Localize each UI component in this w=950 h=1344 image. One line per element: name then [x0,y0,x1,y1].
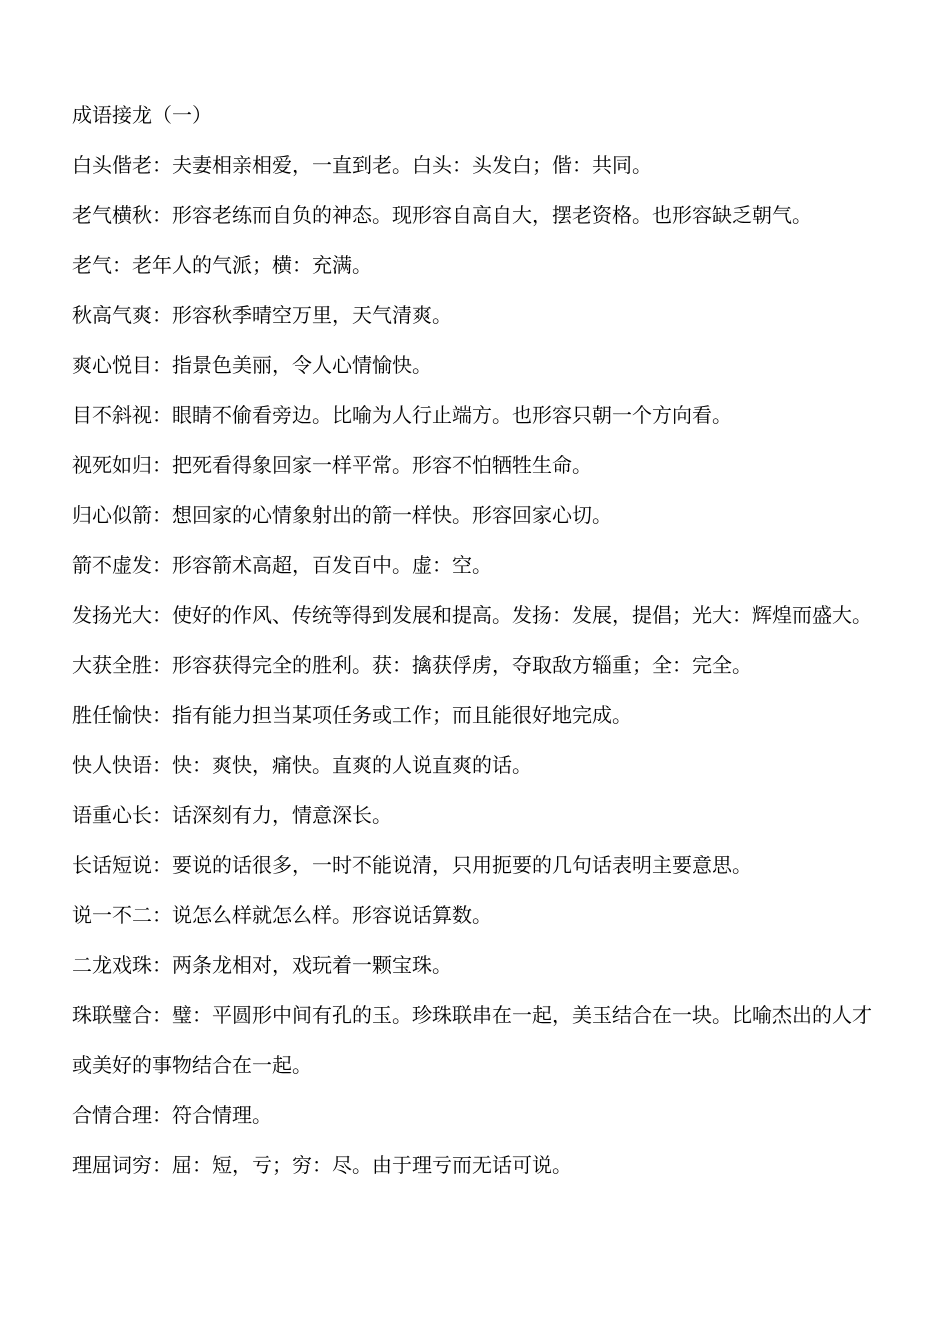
document-body [72,90,882,1190]
idiom-entry: 珠联璧合：璧：平圆形中间有孔的玉。珍珠联串在一起，美玉结合在一块。比喻杰出的人才或美好的事物结合在一起。 [72,1003,872,1077]
idiom-entry: 白头偕老：夫妻相亲相爱，一直到老。白头：头发白；偕：共同。 [72,153,652,177]
idiom-entry: 二龙戏珠：两条龙相对，戏玩着一颗宝珠。 [72,953,452,977]
idiom-entry: 老气横秋：形容老练而自负的神态。现形容自高自大，摆老资格。也形容缺乏朝气。 [72,203,812,227]
idiom-entry: 箭不虚发：形容箭术高超，百发百中。虚：空。 [72,553,492,577]
idiom-entry: 爽心悦目：指景色美丽，令人心情愉快。 [72,353,432,377]
idiom-entry: 发扬光大：使好的作风、传统等得到发展和提高。发扬：发展，提倡；光大：辉煌而盛大。 [72,603,872,627]
idiom-entry: 视死如归：把死看得象回家一样平常。形容不怕牺牲生命。 [72,453,592,477]
idiom-entry: 目不斜视：眼睛不偷看旁边。比喻为人行止端方。也形容只朝一个方向看。 [72,403,732,427]
idiom-entry: 大获全胜：形容获得完全的胜利。获：擒获俘虏，夺取敌方辎重；全：完全。 [72,653,752,677]
idiom-entry: 说一不二：说怎么样就怎么样。形容说话算数。 [72,903,492,927]
document-title: 成语接龙（一） [72,103,212,127]
idiom-entry: 合情合理：符合情理。 [72,1103,272,1127]
idiom-entry: 归心似箭：想回家的心情象射出的箭一样快。形容回家心切。 [72,503,612,527]
idiom-entry: 语重心长：话深刻有力，情意深长。 [72,803,392,827]
idiom-entry: 胜任愉快：指有能力担当某项任务或工作；而且能很好地完成。 [72,703,632,727]
idiom-entry: 理屈词穷：屈：短，亏；穷：尽。由于理亏而无话可说。 [72,1153,572,1177]
idiom-entry: 秋高气爽：形容秋季晴空万里，天气清爽。 [72,303,452,327]
idiom-entry: 快人快语：快：爽快，痛快。直爽的人说直爽的话。 [72,753,532,777]
idiom-entry: 长话短说：要说的话很多，一时不能说清，只用扼要的几句话表明主要意思。 [72,853,752,877]
idiom-entry: 老气：老年人的气派；横：充满。 [72,253,372,277]
